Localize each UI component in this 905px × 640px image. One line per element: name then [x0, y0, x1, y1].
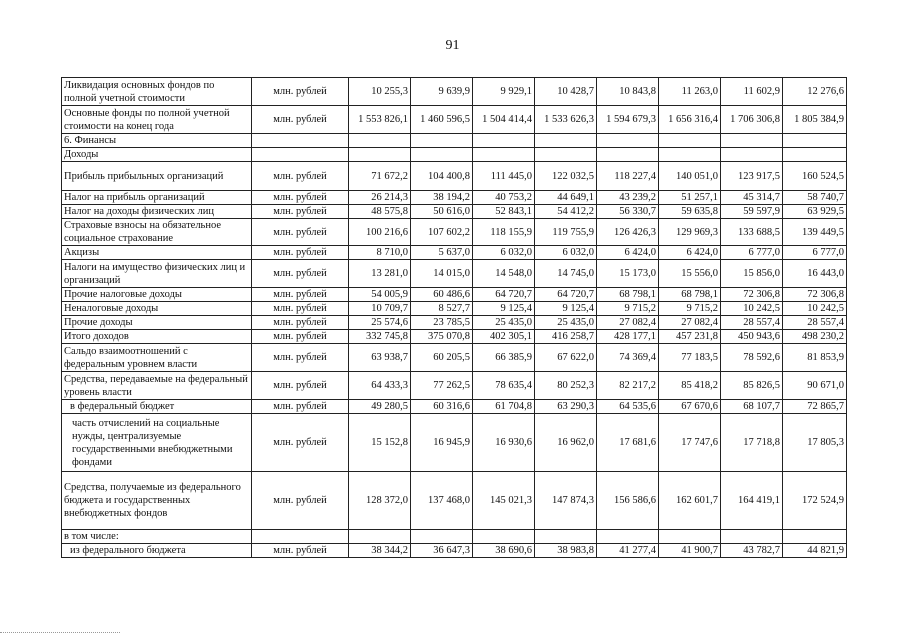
value-cell: 6 032,0: [473, 246, 535, 260]
value-cell: 44 649,1: [535, 191, 597, 205]
value-cell: 14 745,0: [535, 260, 597, 288]
value-cell: [411, 148, 473, 162]
table-row: [62, 106, 847, 134]
table-row: [62, 162, 847, 191]
row-label: Акцизы: [62, 246, 252, 260]
value-cell: [473, 148, 535, 162]
value-cell: 6 777,0: [721, 246, 783, 260]
value-cell: 49 280,5: [349, 400, 411, 414]
value-cell: 100 216,6: [349, 219, 411, 246]
value-cell: 15 856,0: [721, 260, 783, 288]
value-cell: 10 428,7: [535, 78, 597, 106]
row-unit: млн. рублей: [252, 472, 349, 530]
value-cell: 14 015,0: [411, 260, 473, 288]
table-row: [62, 472, 847, 530]
value-cell: 60 486,6: [411, 288, 473, 302]
value-cell: 28 557,4: [783, 316, 847, 330]
value-cell: 60 316,6: [411, 400, 473, 414]
row-unit: млн. рублей: [252, 400, 349, 414]
value-cell: 44 821,9: [783, 544, 847, 558]
value-cell: 48 575,8: [349, 205, 411, 219]
value-cell: 145 021,3: [473, 472, 535, 530]
value-cell: 9 125,4: [535, 302, 597, 316]
value-cell: 38 194,2: [411, 191, 473, 205]
value-cell: 10 242,5: [721, 302, 783, 316]
value-cell: 137 468,0: [411, 472, 473, 530]
value-cell: 61 704,8: [473, 400, 535, 414]
value-cell: [721, 134, 783, 148]
value-cell: [349, 134, 411, 148]
value-cell: [411, 134, 473, 148]
value-cell: 64 535,6: [597, 400, 659, 414]
value-cell: 162 601,7: [659, 472, 721, 530]
value-cell: 6 777,0: [783, 246, 847, 260]
row-unit: млн. рублей: [252, 316, 349, 330]
value-cell: [411, 530, 473, 544]
value-cell: 15 556,0: [659, 260, 721, 288]
row-unit: [252, 530, 349, 544]
row-label: в том числе:: [62, 530, 252, 544]
row-unit: млн. рублей: [252, 344, 349, 372]
row-label: Средства, получаемые из федерального бюджета и государственных внебюджетных фондов: [62, 472, 252, 530]
value-cell: 1 504 414,4: [473, 106, 535, 134]
value-cell: 6 424,0: [597, 246, 659, 260]
value-cell: 8 710,0: [349, 246, 411, 260]
value-cell: 74 369,4: [597, 344, 659, 372]
value-cell: [597, 134, 659, 148]
row-label: Основные фонды по полной учетной стоимости на конец года: [62, 106, 252, 134]
row-unit: млн. рублей: [252, 205, 349, 219]
value-cell: [349, 530, 411, 544]
value-cell: 140 051,0: [659, 162, 721, 191]
row-label: 6. Финансы: [62, 134, 252, 148]
value-cell: 107 602,2: [411, 219, 473, 246]
table-row: [62, 530, 847, 544]
row-unit: млн. рублей: [252, 288, 349, 302]
value-cell: [473, 530, 535, 544]
value-cell: 54 412,2: [535, 205, 597, 219]
value-cell: 63 290,3: [535, 400, 597, 414]
row-label: Налог на доходы физических лиц: [62, 205, 252, 219]
value-cell: 50 616,0: [411, 205, 473, 219]
value-cell: 9 639,9: [411, 78, 473, 106]
value-cell: 498 230,2: [783, 330, 847, 344]
row-label: Ликвидация основных фондов по полной учетной стоимости: [62, 78, 252, 106]
value-cell: 58 740,7: [783, 191, 847, 205]
value-cell: 59 635,8: [659, 205, 721, 219]
value-cell: 10 709,7: [349, 302, 411, 316]
value-cell: [597, 148, 659, 162]
table-row: [62, 344, 847, 372]
row-unit: [252, 134, 349, 148]
value-cell: 64 433,3: [349, 372, 411, 400]
value-cell: 38 690,6: [473, 544, 535, 558]
value-cell: 428 177,1: [597, 330, 659, 344]
value-cell: 9 715,2: [659, 302, 721, 316]
value-cell: 68 798,1: [597, 288, 659, 302]
value-cell: 85 826,5: [721, 372, 783, 400]
table-row: [62, 78, 847, 106]
value-cell: 27 082,4: [597, 316, 659, 330]
value-cell: 41 277,4: [597, 544, 659, 558]
value-cell: 41 900,7: [659, 544, 721, 558]
value-cell: 63 938,7: [349, 344, 411, 372]
value-cell: 1 706 306,8: [721, 106, 783, 134]
value-cell: 15 152,8: [349, 414, 411, 472]
value-cell: 9 929,1: [473, 78, 535, 106]
table-row: [62, 288, 847, 302]
row-unit: млн. рублей: [252, 106, 349, 134]
value-cell: 16 962,0: [535, 414, 597, 472]
row-label: в федеральный бюджет: [62, 400, 252, 414]
value-cell: [783, 134, 847, 148]
value-cell: 172 524,9: [783, 472, 847, 530]
value-cell: 59 597,9: [721, 205, 783, 219]
value-cell: 5 637,0: [411, 246, 473, 260]
value-cell: 25 435,0: [535, 316, 597, 330]
value-cell: 11 263,0: [659, 78, 721, 106]
value-cell: 126 426,3: [597, 219, 659, 246]
row-unit: млн. рублей: [252, 260, 349, 288]
value-cell: 36 647,3: [411, 544, 473, 558]
scan-edge-mark: [0, 632, 120, 633]
row-label: Доходы: [62, 148, 252, 162]
value-cell: 9 715,2: [597, 302, 659, 316]
value-cell: 38 983,8: [535, 544, 597, 558]
value-cell: 67 622,0: [535, 344, 597, 372]
value-cell: 78 635,4: [473, 372, 535, 400]
value-cell: 78 592,6: [721, 344, 783, 372]
value-cell: 9 125,4: [473, 302, 535, 316]
value-cell: 51 257,1: [659, 191, 721, 205]
value-cell: 13 281,0: [349, 260, 411, 288]
value-cell: 1 594 679,3: [597, 106, 659, 134]
value-cell: 118 227,4: [597, 162, 659, 191]
table-row: [62, 246, 847, 260]
table-row: [62, 330, 847, 344]
table-row: [62, 260, 847, 288]
value-cell: 129 969,3: [659, 219, 721, 246]
value-cell: 156 586,6: [597, 472, 659, 530]
table-row: [62, 134, 847, 148]
row-label: Налоги на имущество физических лиц и организаций: [62, 260, 252, 288]
value-cell: [659, 148, 721, 162]
row-label: Прочие налоговые доходы: [62, 288, 252, 302]
row-label: Прибыль прибыльных организаций: [62, 162, 252, 191]
value-cell: [721, 148, 783, 162]
value-cell: [783, 148, 847, 162]
value-cell: 1 460 596,5: [411, 106, 473, 134]
value-cell: 17 681,6: [597, 414, 659, 472]
row-unit: млн. рублей: [252, 302, 349, 316]
value-cell: 16 930,6: [473, 414, 535, 472]
value-cell: [597, 530, 659, 544]
value-cell: 119 755,9: [535, 219, 597, 246]
row-unit: млн. рублей: [252, 414, 349, 472]
value-cell: 60 205,5: [411, 344, 473, 372]
value-cell: 67 670,6: [659, 400, 721, 414]
page-number: 91: [445, 38, 460, 53]
table-row: [62, 316, 847, 330]
value-cell: 82 217,2: [597, 372, 659, 400]
table-row: [62, 414, 847, 472]
value-cell: 10 843,8: [597, 78, 659, 106]
value-cell: 160 524,5: [783, 162, 847, 191]
value-cell: 43 239,2: [597, 191, 659, 205]
value-cell: 64 720,7: [535, 288, 597, 302]
row-label: Налог на прибыль организаций: [62, 191, 252, 205]
row-label: Средства, передаваемые на федеральный уровень власти: [62, 372, 252, 400]
value-cell: 52 843,1: [473, 205, 535, 219]
value-cell: 11 602,9: [721, 78, 783, 106]
value-cell: 15 173,0: [597, 260, 659, 288]
value-cell: 63 929,5: [783, 205, 847, 219]
row-label: Итого доходов: [62, 330, 252, 344]
value-cell: 23 785,5: [411, 316, 473, 330]
value-cell: 147 874,3: [535, 472, 597, 530]
table-row: [62, 544, 847, 558]
value-cell: 68 107,7: [721, 400, 783, 414]
row-label: из федерального бюджета: [62, 544, 252, 558]
value-cell: 17 718,8: [721, 414, 783, 472]
value-cell: [473, 134, 535, 148]
row-label: часть отчислений на социальные нужды, централизуемые государственными внебюджетными фондами: [62, 414, 252, 472]
value-cell: [535, 530, 597, 544]
row-unit: млн. рублей: [252, 544, 349, 558]
table-row: [62, 372, 847, 400]
row-unit: млн. рублей: [252, 246, 349, 260]
value-cell: 72 865,7: [783, 400, 847, 414]
value-cell: 25 435,0: [473, 316, 535, 330]
value-cell: 6 032,0: [535, 246, 597, 260]
value-cell: 54 005,9: [349, 288, 411, 302]
value-cell: 6 424,0: [659, 246, 721, 260]
value-cell: 72 306,8: [783, 288, 847, 302]
value-cell: 111 445,0: [473, 162, 535, 191]
value-cell: [659, 134, 721, 148]
value-cell: 16 443,0: [783, 260, 847, 288]
row-label: Прочие доходы: [62, 316, 252, 330]
value-cell: 26 214,3: [349, 191, 411, 205]
value-cell: 25 574,6: [349, 316, 411, 330]
value-cell: 90 671,0: [783, 372, 847, 400]
row-unit: млн. рублей: [252, 191, 349, 205]
value-cell: 332 745,8: [349, 330, 411, 344]
value-cell: 71 672,2: [349, 162, 411, 191]
row-unit: млн. рублей: [252, 372, 349, 400]
value-cell: 27 082,4: [659, 316, 721, 330]
value-cell: 77 262,5: [411, 372, 473, 400]
value-cell: 43 782,7: [721, 544, 783, 558]
value-cell: 56 330,7: [597, 205, 659, 219]
value-cell: 450 943,6: [721, 330, 783, 344]
value-cell: 1 656 316,4: [659, 106, 721, 134]
row-unit: млн. рублей: [252, 219, 349, 246]
value-cell: 45 314,7: [721, 191, 783, 205]
table-row: [62, 400, 847, 414]
value-cell: [783, 530, 847, 544]
row-unit: [252, 148, 349, 162]
value-cell: [349, 148, 411, 162]
value-cell: 10 255,3: [349, 78, 411, 106]
value-cell: 128 372,0: [349, 472, 411, 530]
value-cell: 375 070,8: [411, 330, 473, 344]
value-cell: 10 242,5: [783, 302, 847, 316]
value-cell: 72 306,8: [721, 288, 783, 302]
value-cell: 118 155,9: [473, 219, 535, 246]
table-row: [62, 219, 847, 246]
value-cell: 123 917,5: [721, 162, 783, 191]
value-cell: 17 747,6: [659, 414, 721, 472]
value-cell: 457 231,8: [659, 330, 721, 344]
value-cell: 1 805 384,9: [783, 106, 847, 134]
value-cell: [721, 530, 783, 544]
value-cell: 402 305,1: [473, 330, 535, 344]
row-unit: млн. рублей: [252, 162, 349, 191]
row-unit: млн. рублей: [252, 330, 349, 344]
value-cell: [535, 134, 597, 148]
value-cell: 1 533 626,3: [535, 106, 597, 134]
value-cell: 81 853,9: [783, 344, 847, 372]
value-cell: [535, 148, 597, 162]
table-row: [62, 191, 847, 205]
value-cell: 104 400,8: [411, 162, 473, 191]
table-row: [62, 148, 847, 162]
value-cell: 16 945,9: [411, 414, 473, 472]
value-cell: 133 688,5: [721, 219, 783, 246]
value-cell: 164 419,1: [721, 472, 783, 530]
value-cell: 139 449,5: [783, 219, 847, 246]
value-cell: 38 344,2: [349, 544, 411, 558]
value-cell: 66 385,9: [473, 344, 535, 372]
value-cell: 85 418,2: [659, 372, 721, 400]
row-label: Страховые взносы на обязательное социальное страхование: [62, 219, 252, 246]
value-cell: 64 720,7: [473, 288, 535, 302]
statistics-table: [61, 77, 847, 558]
table-row: [62, 302, 847, 316]
value-cell: 8 527,7: [411, 302, 473, 316]
value-cell: 80 252,3: [535, 372, 597, 400]
value-cell: 12 276,6: [783, 78, 847, 106]
value-cell: 77 183,5: [659, 344, 721, 372]
value-cell: [659, 530, 721, 544]
value-cell: 68 798,1: [659, 288, 721, 302]
value-cell: 416 258,7: [535, 330, 597, 344]
value-cell: 14 548,0: [473, 260, 535, 288]
value-cell: 40 753,2: [473, 191, 535, 205]
value-cell: 17 805,3: [783, 414, 847, 472]
value-cell: 122 032,5: [535, 162, 597, 191]
row-label: Неналоговые доходы: [62, 302, 252, 316]
row-label: Сальдо взаимоотношений с федеральным уровнем власти: [62, 344, 252, 372]
row-unit: млн. рублей: [252, 78, 349, 106]
value-cell: 1 553 826,1: [349, 106, 411, 134]
table-row: [62, 205, 847, 219]
value-cell: 28 557,4: [721, 316, 783, 330]
